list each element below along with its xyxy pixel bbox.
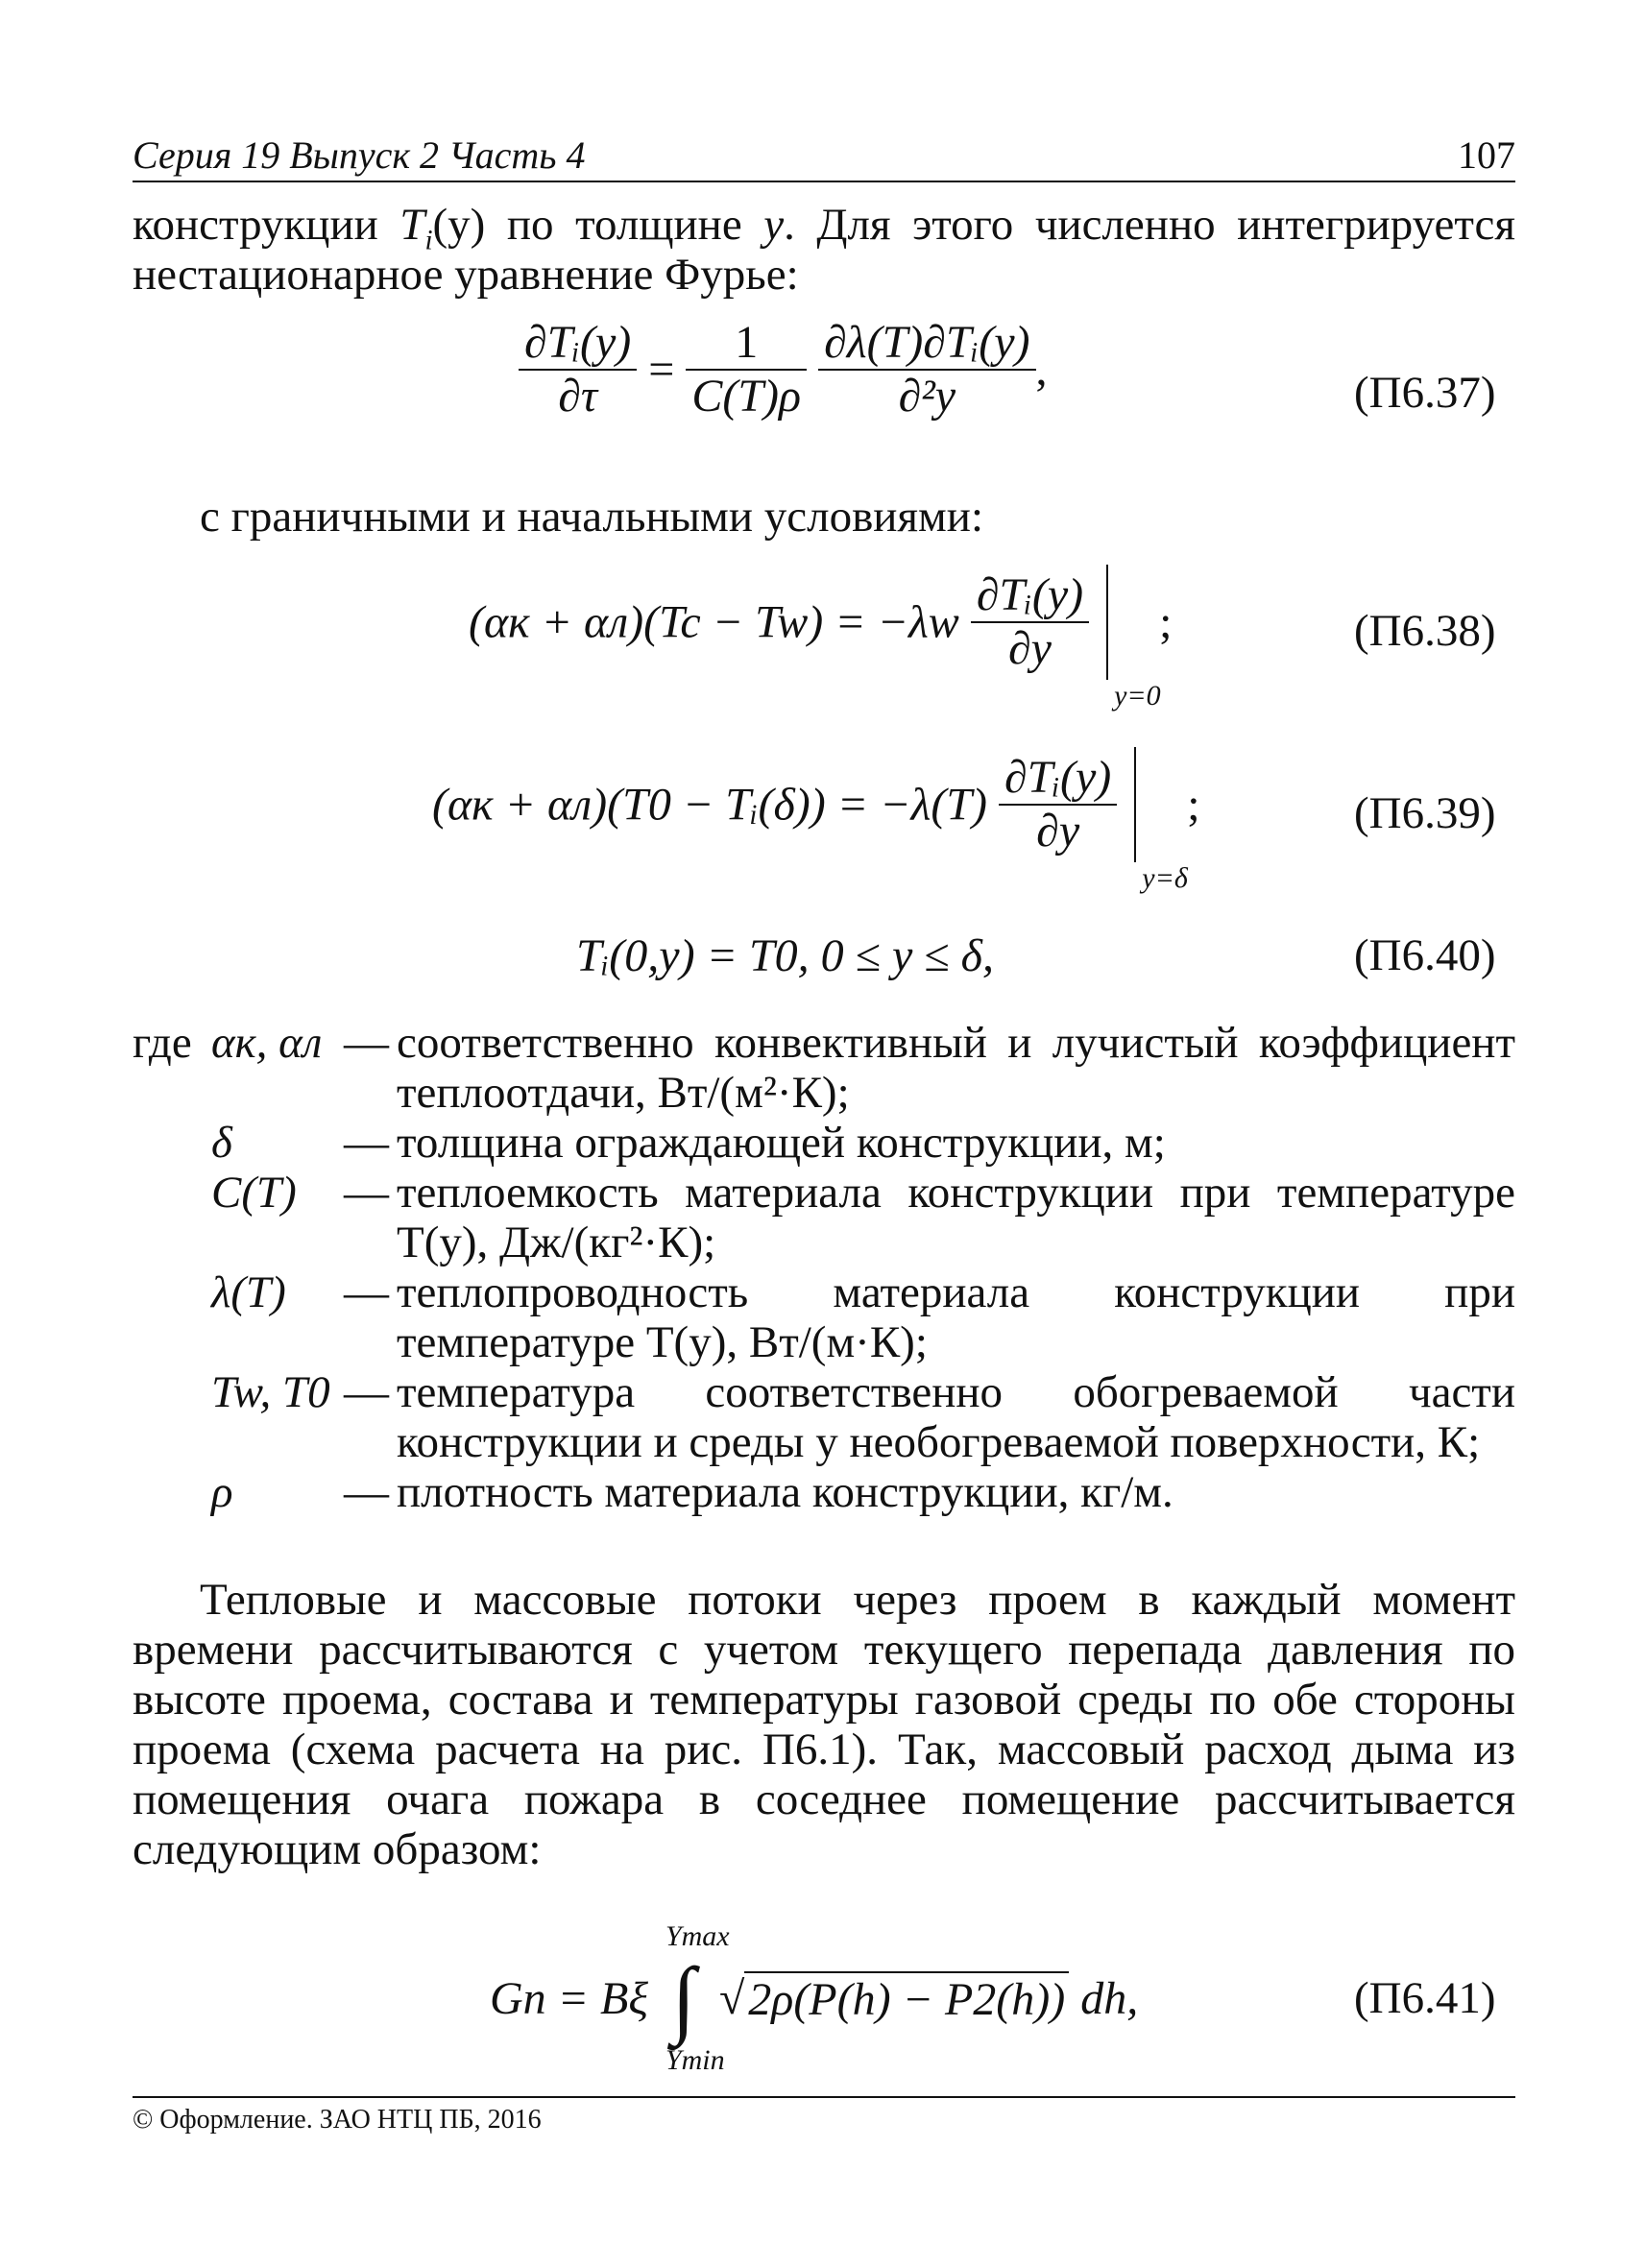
header-rule	[133, 181, 1515, 182]
eq39-lhs: (αк + αл)(T0 − Tᵢ(δ)) = −λ(T)	[432, 779, 987, 831]
definition-symbol: λ(T)	[211, 1267, 286, 1317]
definition-text: теплоемкость материала конструкции при температуре T(y), Дж/(кг²·К);	[397, 1168, 1515, 1267]
eq39-number: (П6.39)	[1354, 788, 1496, 838]
definition-row	[133, 1168, 1515, 1267]
eq41-upper-limit: Ymax	[665, 1920, 730, 1952]
definition-row	[133, 1118, 1515, 1168]
eq41-integrand: 2ρ(P(h) − P2(h))	[744, 1971, 1069, 2026]
definition-symbol: δ	[211, 1118, 232, 1168]
footer-copyright: © Оформление. ЗАО НТЦ ПБ, 2016	[133, 2105, 542, 2135]
eq37-rhs-den: ∂²y	[898, 371, 956, 422]
eq39-den: ∂y	[1036, 806, 1080, 857]
integral-sign: ∫ Ymax Ymin	[665, 1920, 730, 2076]
definition-text: температура соответственно обогреваемой части конструкции и среды у необогреваемой поверхности, К;	[397, 1367, 1515, 1467]
eq41-lhs: Gп = Bξ	[490, 1973, 648, 2024]
equation-p6-41: Gп = Bξ ∫ Ymax Ymin √2ρ(P(h) − P2(h)) dh,	[490, 1920, 1139, 2076]
definition-row	[133, 1367, 1515, 1467]
eq38-limit: y=0	[1114, 680, 1161, 712]
eq37-tail: ,	[1035, 344, 1048, 396]
series-title: Серия 19 Выпуск 2 Часть 4	[133, 133, 586, 177]
definition-dash: —	[344, 1367, 389, 1417]
eq39-tail: ;	[1187, 779, 1200, 831]
eq37-coef-num: 1	[686, 317, 807, 371]
eq37-coef-fraction	[686, 317, 807, 422]
eq39-num: ∂Tᵢ(y)	[999, 752, 1117, 806]
eq37-rhs-fraction	[818, 317, 1035, 422]
definition-symbol: αк, αл	[211, 1018, 323, 1068]
definition-text: толщина ограждающей конструкции, м;	[397, 1118, 1166, 1168]
eq40-number: (П6.40)	[1354, 930, 1496, 980]
symbol-definitions	[133, 1018, 1515, 1517]
definition-lead: где	[133, 1018, 192, 1068]
definition-dash: —	[344, 1118, 389, 1168]
page-number: 107	[1458, 133, 1515, 177]
definition-symbol: C(T)	[211, 1168, 297, 1218]
definition-dash: —	[344, 1267, 389, 1317]
definition-row	[133, 1018, 1515, 1118]
eq41-number: (П6.41)	[1354, 1973, 1496, 2023]
eq37-lhs-den: ∂τ	[558, 371, 598, 422]
definition-symbol: ρ	[211, 1467, 233, 1517]
footer-rule	[133, 2096, 1515, 2098]
intro-text-c: . Для этого численно интегрируется нестационарное уравнение Фурье:	[133, 200, 1515, 300]
definition-symbol: Tw, T0	[211, 1367, 330, 1417]
mass-flow-paragraph: Тепловые и массовые потоки через проем в каждый момент времени рассчитываются с учетом текущего перепада давления по высоте проема, состава и температуры газовой среды по обе стороны проема (схема расчета на рис. П6.1). Так, массовый расход дыма из помещения очага пожара в соседнее помещение рассчитывается следующим образом:	[133, 1575, 1515, 1874]
equation-p6-40: Tᵢ(0,y) = T0, 0 ≤ y ≤ δ,	[576, 930, 994, 981]
intro-text-b: (y) по толщине	[432, 200, 764, 250]
eq38-number: (П6.38)	[1354, 606, 1496, 656]
eq37-number: (П6.37)	[1354, 368, 1496, 418]
eq37-coef-den: C(T)ρ	[691, 371, 802, 422]
eq38-lhs: (αк + αл)(Tc − Tw) = −λw	[469, 596, 959, 648]
definition-text: теплопроводность материала конструкции при температуре T(y), Вт/(м·К);	[397, 1267, 1515, 1367]
equation-p6-38	[469, 565, 1173, 712]
definition-dash: —	[344, 1168, 389, 1218]
definition-text: соответственно конвективный и лучистый коэффициент теплоотдачи, Вт/(м²·К);	[397, 1018, 1515, 1118]
equation-p6-37: $\frac{\text{∂Tᵢ(y)}}{\partial\tau}$ = $\frac{1}{C(T)\rho}$ $\frac{\text{∂λ(T)∂Tᵢ(y)}}{\text{∂²y}}$ ,	[519, 317, 1048, 422]
definition-text: плотность материала конструкции, кг/м.	[397, 1467, 1173, 1517]
boundary-intro: с граничными и начальными условиями:	[200, 492, 984, 542]
definition-dash: —	[344, 1018, 389, 1068]
eq37-rhs-num: ∂λ(T)∂Tᵢ(y)	[818, 317, 1035, 371]
eq37-lhs-num: ∂Tᵢ(y)	[519, 317, 637, 371]
definition-row	[133, 1467, 1515, 1517]
eq41-lower-limit: Ymin	[665, 2044, 725, 2076]
definition-dash: —	[344, 1467, 389, 1517]
eq39-eval-bar	[1134, 747, 1188, 894]
eq41-tail: dh,	[1080, 1973, 1139, 2024]
eq38-tail: ;	[1159, 596, 1173, 648]
intro-paragraph	[133, 200, 1515, 300]
intro-T: T	[399, 200, 425, 250]
eq37-lhs-fraction	[519, 317, 637, 422]
intro-y: y	[763, 200, 785, 250]
eq38-fraction	[971, 569, 1089, 675]
eq38-num: ∂Tᵢ(y)	[971, 569, 1089, 623]
running-header	[133, 133, 1515, 182]
intro-sub-i: i	[424, 225, 433, 256]
eq38-eval-bar	[1106, 565, 1161, 712]
eq38-den: ∂y	[1007, 623, 1052, 674]
intro-text-a: конструкции	[133, 200, 400, 250]
equation-p6-39	[432, 747, 1200, 894]
eq39-limit: y=δ	[1142, 862, 1188, 894]
definition-row	[133, 1267, 1515, 1367]
eq39-fraction	[999, 752, 1117, 857]
